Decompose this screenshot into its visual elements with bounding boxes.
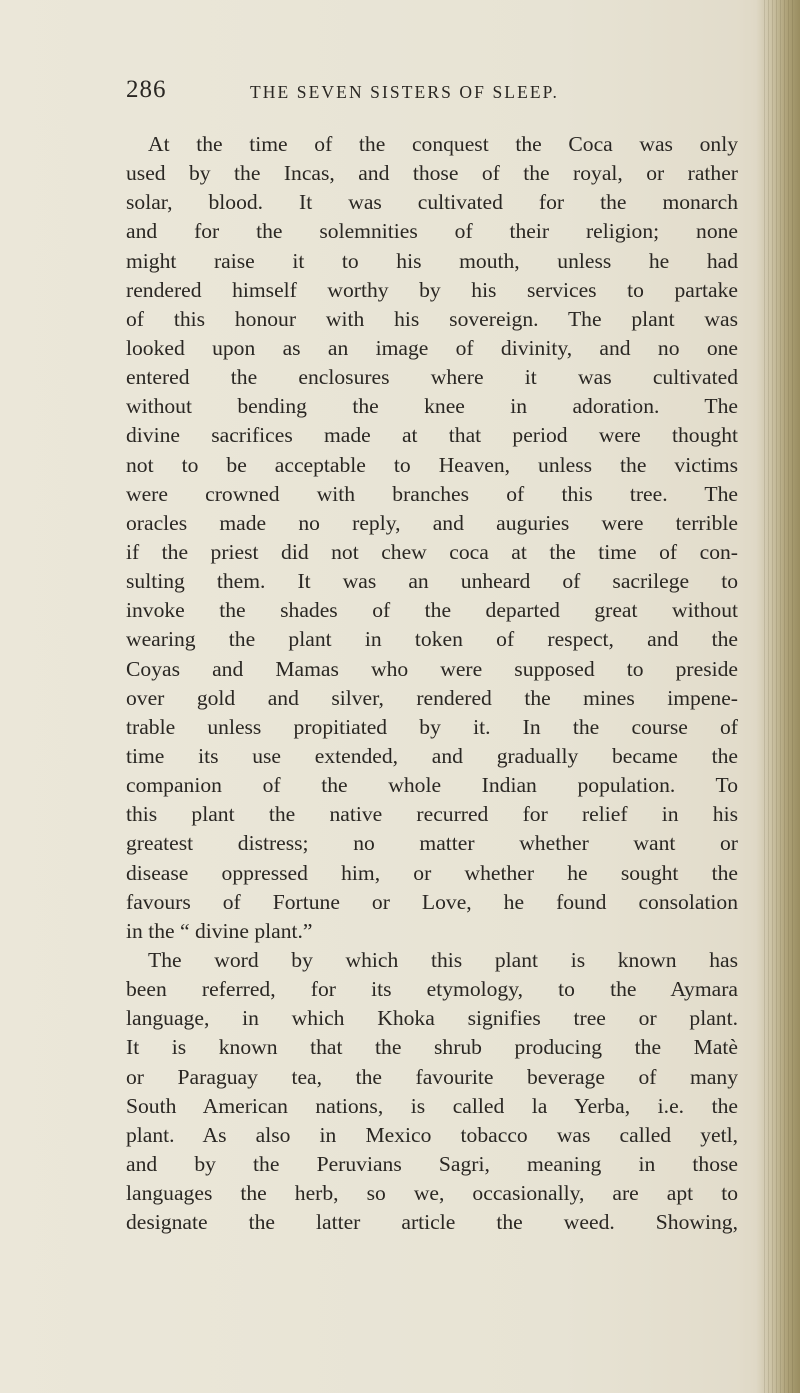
running-head: THE SEVEN SISTERS OF SLEEP. <box>250 82 560 102</box>
text-line: entered the enclosures where it was cultivated <box>126 365 738 390</box>
body-text <box>126 130 738 1237</box>
text-line: divine sacrifices made at that period were thought <box>126 423 738 448</box>
text-line: invoke the shades of the departed great without <box>126 598 738 623</box>
text-line: At the time of the conquest the Coca was only <box>148 132 738 156</box>
text-line: wearing the plant in token of respect, and the <box>126 627 738 652</box>
text-line: not to be acceptable to Heaven, unless the victims <box>126 452 738 477</box>
text-line: if the priest did not chew coca at the time of con- <box>126 539 738 564</box>
text-line: solar, blood. It was cultivated for the monarch <box>126 190 738 215</box>
text-line: time its use extended, and gradually became the <box>126 743 738 768</box>
text-line: looked upon as an image of divinity, and no one <box>126 335 738 360</box>
text-line: South American nations, is called la Yerba, i.e. the <box>126 1093 738 1118</box>
page-header <box>126 76 738 112</box>
text-line: and for the solemnities of their religion; none <box>126 219 738 244</box>
text-line: over gold and silver, rendered the mines impene- <box>126 685 738 710</box>
text-line: It is known that the shrub producing the Matè <box>126 1035 738 1060</box>
text-line: might raise it to his mouth, unless he had <box>126 248 738 273</box>
text-line: The word by which this plant is known has <box>148 947 738 972</box>
text-line: sulting them. It was an unheard of sacrilege to <box>126 569 738 594</box>
text-line: were crowned with branches of this tree. The <box>126 481 738 506</box>
text-line: oracles made no reply, and auguries were terrible <box>126 510 738 535</box>
text-line: languages the herb, so we, occasionally, are apt to <box>126 1181 738 1206</box>
text-line: trable unless propitiated by it. In the course of <box>126 714 738 739</box>
text-line: this plant the native recurred for relief in his <box>126 802 738 827</box>
text-line: greatest distress; no matter whether want or <box>126 831 738 856</box>
text-line: favours of Fortune or Love, he found consolation <box>126 889 738 914</box>
page-number: 286 <box>126 76 167 103</box>
text-line: rendered himself worthy by his services to partake <box>126 277 738 302</box>
text-line: or Paraguay tea, the favourite beverage of many <box>126 1064 738 1089</box>
text-line: companion of the whole Indian population. To <box>126 773 738 798</box>
text-line: of this honour with his sovereign. The plant was <box>126 306 738 331</box>
text-line: used by the Incas, and those of the royal, or rather <box>126 161 738 186</box>
text-line: designate the latter article the weed. Showing, <box>126 1210 738 1235</box>
text-line: language, in which Khoka signifies tree or plant. <box>126 1006 738 1031</box>
text-line: Coyas and Mamas who were supposed to preside <box>126 656 738 681</box>
page-edge-texture <box>764 0 794 1393</box>
text-line: disease oppressed him, or whether he sought the <box>126 860 738 885</box>
text-line: plant. As also in Mexico tobacco was called yetl, <box>126 1122 738 1147</box>
text-line: been referred, for its etymology, to the Aymara <box>126 977 738 1002</box>
text-line: and by the Peruvians Sagri, meaning in those <box>126 1151 738 1176</box>
text-line: in the “ divine plant.” <box>126 918 313 943</box>
text-line: without bending the knee in adoration. The <box>126 394 738 419</box>
